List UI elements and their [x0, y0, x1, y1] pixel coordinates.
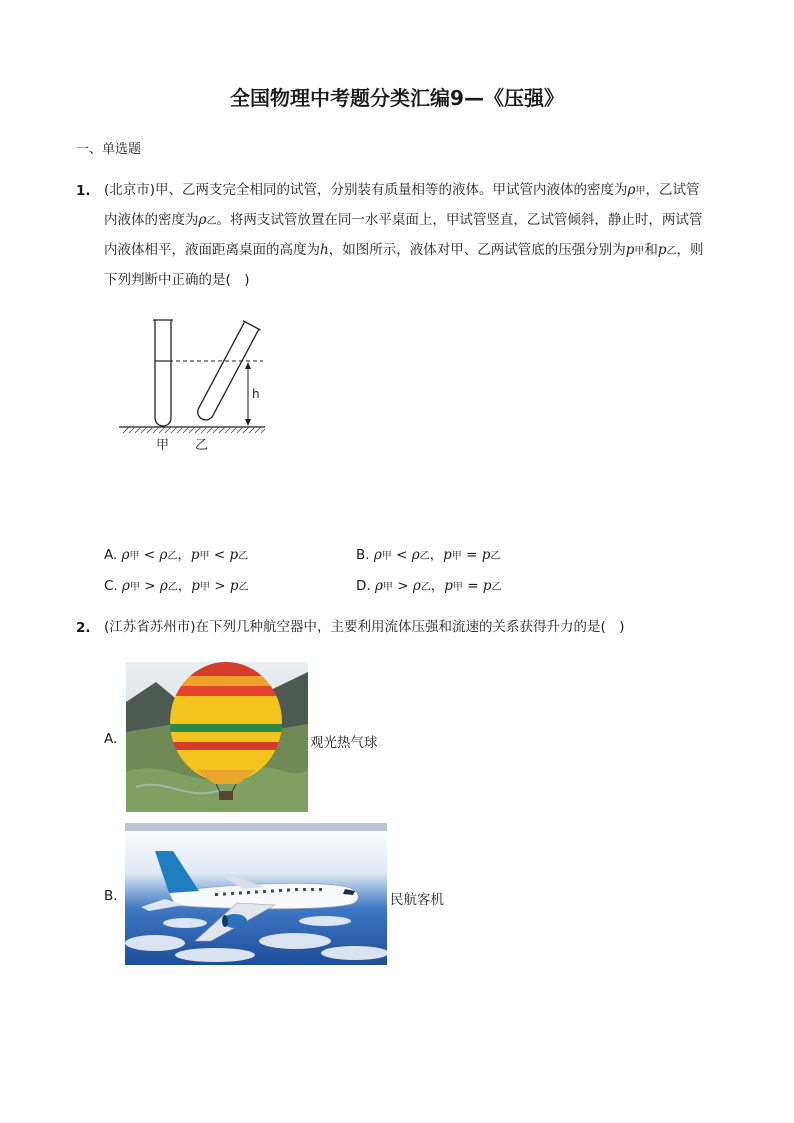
tube-jia-label: 甲: [156, 438, 170, 453]
q1-option-b[interactable]: B. ρ甲 < ρ乙，p甲 = p乙: [356, 547, 501, 563]
test-tube-figure: [115, 315, 285, 455]
hot-air-balloon-image: [126, 662, 308, 812]
q1-line-2: 内液体的密度为ρ乙。将两支试管放置在同一水平桌面上，甲试管竖直，乙试管倾斜，静止时，两试管: [104, 212, 703, 228]
q1-line-4: 下列判断中正确的是( ): [104, 272, 250, 288]
q1-option-c[interactable]: C. ρ甲 > ρ乙，p甲 > p乙: [104, 578, 249, 594]
question-2-number: 2.: [76, 620, 91, 636]
q2-option-a-letter[interactable]: A.: [104, 731, 118, 747]
question-1-text: [104, 176, 720, 295]
height-label: h: [252, 387, 260, 401]
airliner-image: [125, 823, 387, 965]
q2-option-b-letter[interactable]: B.: [104, 888, 118, 904]
section-heading: 一、单选题: [76, 142, 142, 157]
question-2-text: (江苏省苏州市)在下列几种航空器中，主要利用流体压强和流速的关系获得升力的是( ): [104, 619, 625, 635]
q1-line-1: (北京市)甲、乙两支完全相同的试管，分别装有质量相等的液体。甲试管内液体的密度为ρ甲，乙试管: [104, 182, 700, 198]
q1-line-3: 内液体相平，液面距离桌面的高度为h，如图所示，液体对甲、乙两试管底的压强分别为p甲和p乙，则: [104, 242, 704, 258]
tube-yi-label: 乙: [195, 438, 209, 453]
question-1-number: 1.: [76, 183, 91, 199]
page-title: 全国物理中考题分类汇编9—《压强》: [230, 86, 564, 110]
q2-option-a-label: 观光热气球: [310, 735, 378, 751]
q1-option-a[interactable]: A. ρ甲 < ρ乙，p甲 < p乙: [104, 547, 249, 563]
q1-option-d[interactable]: D. ρ甲 > ρ乙，p甲 = p乙: [356, 578, 502, 594]
tube-yi-shape: [195, 322, 259, 423]
tube-jia-shape: [155, 320, 171, 426]
q2-option-b-label: 民航客机: [390, 892, 444, 908]
